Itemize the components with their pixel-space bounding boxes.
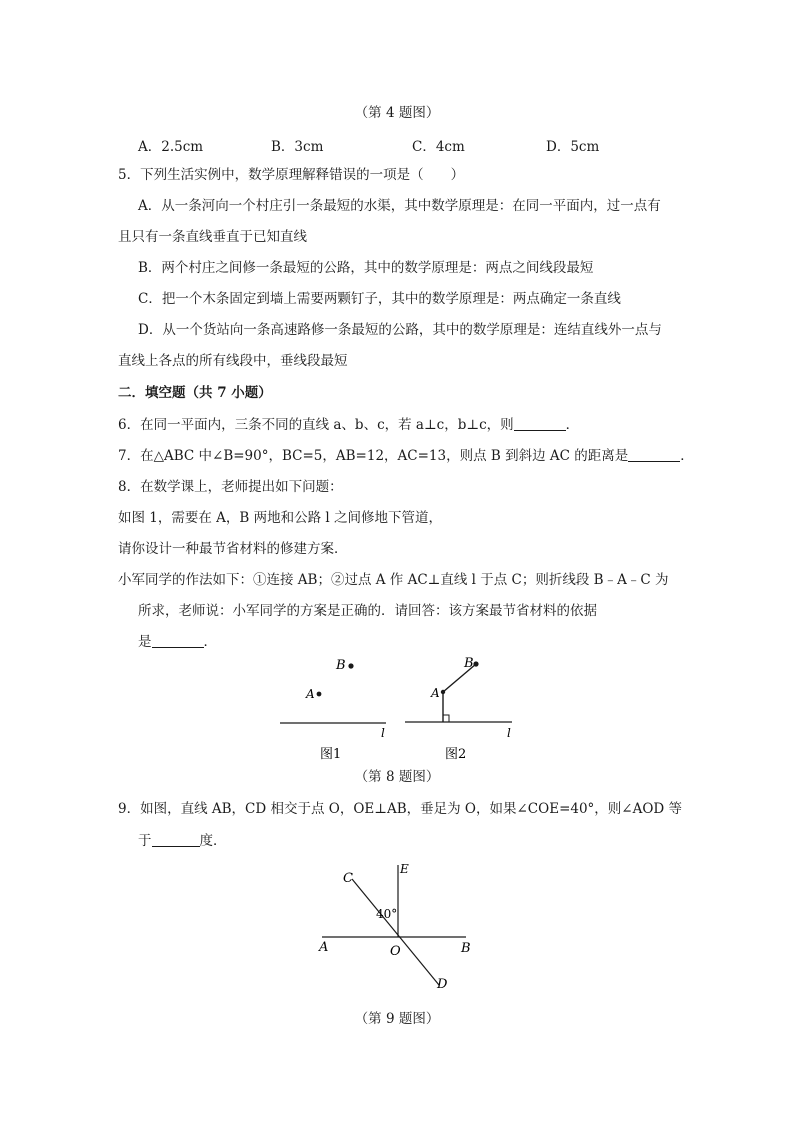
q8-line2: 如图 1，需要在 A，B 两地和公路 l 之间修地下管道， xyxy=(118,510,443,526)
fig2-label-l: l xyxy=(507,726,511,740)
label-o: O xyxy=(390,944,401,959)
q7-answer-blank[interactable] xyxy=(628,447,680,462)
q9-line2 xyxy=(138,832,227,850)
q9-line2-end: 度． xyxy=(199,833,227,849)
q5-stem: 5．下列生活实例中，数学原理解释错误的一项是（ ） xyxy=(118,167,465,183)
fig1-point-b xyxy=(348,663,353,668)
q7-end: ． xyxy=(680,448,694,464)
q9-line1: 9．如图，直线 AB，CD 相交于点 O，OE⊥AB，垂足为 O，如果∠COE=40°，则∠AOD 等 xyxy=(118,801,683,817)
q9-figure-caption: （第 9 题图） xyxy=(354,1011,440,1027)
fig2-point-a xyxy=(441,690,445,694)
label-c: C xyxy=(343,871,353,886)
q8-line3: 请你设计一种最节省材料的修建方案． xyxy=(118,541,348,557)
q5-option-a-line2: 且只有一条直线垂直于已知直线 xyxy=(118,229,307,245)
q8-line6-end: ． xyxy=(203,634,217,650)
label-b: B xyxy=(461,941,471,956)
q8-figures xyxy=(270,655,530,763)
q6-line xyxy=(118,416,579,434)
q8-line1: 8．在数学课上，老师提出如下问题： xyxy=(118,479,343,495)
q4-option-a: A．2.5cm xyxy=(138,139,204,155)
q5-option-a-line1: A．从一条河向一个村庄引一条最短的水渠，其中数学原理是：在同一平面内，过一点有 xyxy=(138,198,661,214)
label-a: A xyxy=(319,940,329,955)
q8-line4: 小军同学的作法如下：①连接 AB；②过点 A 作 AC⊥直线 l 于点 C；则折线段 B﹣A﹣C 为 xyxy=(118,572,669,588)
q5-option-d-line2: 直线上各点的所有线段中，垂线段最短 xyxy=(118,353,348,369)
q6-answer-blank[interactable] xyxy=(514,416,566,431)
q8-figure-caption: （第 8 题图） xyxy=(354,769,440,785)
q8-line5: 所求，老师说：小军同学的方案是正确的．请回答：该方案最节省材料的依据 xyxy=(138,603,597,619)
q5-option-d-line1: D．从一个货站向一条高速路修一条最短的公路，其中的数学原理是：连结直线外一点与 xyxy=(138,322,662,338)
fig1-label-b: B xyxy=(336,658,346,673)
fig2-label-b: B xyxy=(464,656,474,671)
q9-figure xyxy=(310,855,480,1000)
fig2-right-angle-mark xyxy=(443,715,449,722)
q8-answer-blank[interactable] xyxy=(152,633,204,648)
fig2-point-b xyxy=(473,661,478,666)
q8-line6-text: 是 xyxy=(138,634,152,650)
q7-text: 7．在△ABC 中∠B=90°，BC=5，AB=12，AC=13，则点 B 到斜边 AC 的距离是 xyxy=(118,448,629,464)
q4-option-d: D．5cm xyxy=(546,139,600,155)
fig1-label-l: l xyxy=(381,726,385,740)
q8-figure2 xyxy=(405,656,512,762)
fig1-point-a xyxy=(317,692,322,697)
q4-option-b: B．3cm xyxy=(271,139,324,155)
q6-end: ． xyxy=(565,417,580,433)
label-e: E xyxy=(400,862,409,876)
line-cd xyxy=(352,879,439,985)
label-d: D xyxy=(437,977,448,992)
fig2-label-a: A xyxy=(431,686,440,700)
fig1-label-a: A xyxy=(306,687,315,701)
q8-line6 xyxy=(138,633,217,651)
angle-label: 40° xyxy=(376,907,398,921)
q4-option-c: C．4cm xyxy=(412,139,465,155)
fig1-caption: 图1 xyxy=(320,747,342,762)
q6-text: 6．在同一平面内，三条不同的直线 a、b、c，若 a⊥c，b⊥c，则 xyxy=(118,417,514,433)
q8-figure1 xyxy=(280,658,386,762)
q7-line xyxy=(118,447,694,465)
q9-answer-blank[interactable] xyxy=(152,832,200,847)
q5-option-b: B．两个村庄之间修一条最短的公路，其中的数学原理是：两点之间线段最短 xyxy=(138,260,594,276)
section-heading-fill-in: 二．填空题（共 7 小题） xyxy=(118,385,272,401)
q4-figure-caption: （第 4 题图） xyxy=(354,105,440,121)
fig2-caption: 图2 xyxy=(445,747,467,762)
q5-option-c: C．把一个木条固定到墙上需要两颗钉子，其中的数学原理是：两点确定一条直线 xyxy=(138,291,621,307)
q9-line2-text: 于 xyxy=(138,833,152,849)
